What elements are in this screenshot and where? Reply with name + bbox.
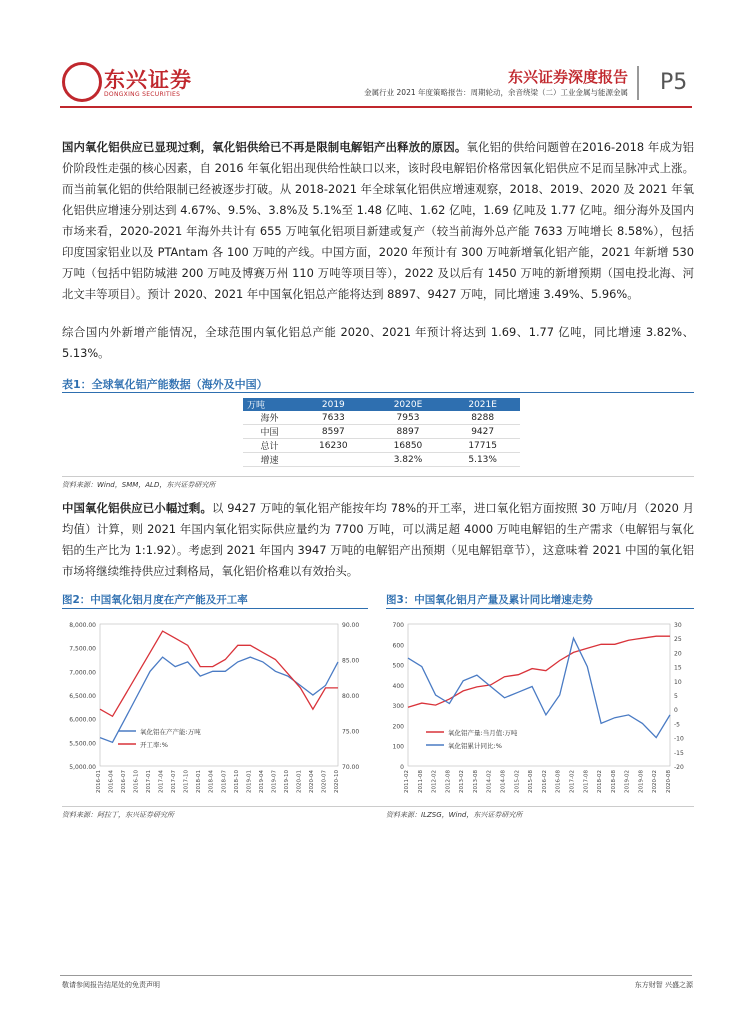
figure-2-title: 图2：中国氧化铝月度在产产能及开工率 xyxy=(62,594,248,606)
x-tick-label: 2019-08 xyxy=(638,770,645,793)
x-tick-label: 2018-08 xyxy=(610,770,617,793)
x-tick-label: 2011-02 xyxy=(404,770,410,793)
x-tick-label: 2013-08 xyxy=(472,770,479,793)
report-subtitle: 金属行业 2021 年度策略报告：周期轮动，余音绕梁（二）工业金属与能源金属 xyxy=(364,88,628,97)
paragraph-2: 综合国内外新增产能情况，全球范围内氧化铝总产能 2020、2021 年预计将达到 1.69、1.77 亿吨，同比增速 3.82%、5.13%。 xyxy=(62,325,694,360)
y-left-tick-label: 500 xyxy=(392,662,404,670)
y-left-tick-label: 7,000.00 xyxy=(69,669,96,677)
y-left-tick-label: 200 xyxy=(392,723,404,731)
table-title-rule xyxy=(62,392,694,393)
footer-slogan: 东方财智 兴盛之源 xyxy=(634,981,693,989)
table-source-rule xyxy=(62,476,694,477)
logo-icon xyxy=(62,62,102,102)
header-rule xyxy=(60,106,692,108)
legend-label: 氧化铝累计同比:% xyxy=(448,742,502,750)
series-line xyxy=(100,657,338,742)
table-cell: 增速 xyxy=(243,453,296,467)
figure-3-title-rule xyxy=(386,608,694,609)
x-tick-label: 2017-01 xyxy=(146,770,153,793)
y-right-tick-label: -10 xyxy=(674,735,684,743)
x-tick-label: 2013-02 xyxy=(459,770,466,793)
y-left-tick-label: 8,000.00 xyxy=(69,622,96,629)
y-left-tick-label: 300 xyxy=(392,703,404,711)
x-tick-label: 2016-04 xyxy=(108,770,115,793)
x-tick-label: 2020-01 xyxy=(296,770,303,793)
x-tick-label: 2016-10 xyxy=(133,770,140,793)
x-tick-label: 2019-04 xyxy=(258,770,265,793)
y-right-tick-label: 75.00 xyxy=(342,728,360,736)
x-tick-label: 2020-10 xyxy=(334,770,340,793)
y-left-tick-label: 0 xyxy=(400,764,404,771)
chart-alumina-capacity xyxy=(62,614,368,804)
x-tick-label: 2012-02 xyxy=(431,770,438,793)
table-cell: 8597 xyxy=(296,425,371,439)
table-row xyxy=(243,439,520,453)
legend-label: 开工率:% xyxy=(140,741,168,749)
y-right-tick-label: 90.00 xyxy=(342,622,360,629)
y-right-tick-label: 15 xyxy=(674,664,682,672)
footer-rule xyxy=(60,975,692,976)
x-tick-label: 2016-02 xyxy=(541,770,548,793)
table-header-cell: 万吨 xyxy=(243,398,296,411)
y-right-tick-label: 80.00 xyxy=(342,693,360,700)
x-tick-label: 2012-08 xyxy=(445,770,452,793)
y-left-tick-label: 7,500.00 xyxy=(69,645,96,653)
x-tick-label: 2020-07 xyxy=(321,770,328,793)
x-tick-label: 2019-10 xyxy=(283,770,290,793)
y-right-tick-label: -15 xyxy=(674,749,684,757)
legend-label: 氧化铝产量:当月值:万吨 xyxy=(448,729,518,737)
header-divider xyxy=(637,66,639,100)
x-tick-label: 2018-07 xyxy=(221,770,228,793)
table-cell: 16850 xyxy=(371,439,446,453)
x-tick-label: 2017-07 xyxy=(171,770,178,793)
paragraph-3 xyxy=(62,498,694,582)
y-left-tick-label: 100 xyxy=(392,743,404,751)
y-left-tick-label: 6,500.00 xyxy=(69,693,96,700)
table-header-cell: 2020E xyxy=(371,398,446,411)
table-cell: 7633 xyxy=(296,411,371,425)
x-tick-label: 2018-02 xyxy=(597,770,604,793)
y-left-tick-label: 5,500.00 xyxy=(69,740,96,748)
y-left-tick-label: 600 xyxy=(392,642,404,650)
table-cell: 5.13% xyxy=(445,453,520,467)
y-right-tick-label: 10 xyxy=(674,678,682,686)
figure-2-source: 资料来源：阿拉丁，东兴证券研究所 xyxy=(62,811,174,819)
table-header-cell: 2019 xyxy=(296,398,371,411)
series-line xyxy=(408,636,670,707)
table-cell: 总计 xyxy=(243,439,296,453)
table-cell: 8897 xyxy=(371,425,446,439)
table-cell: 海外 xyxy=(243,411,296,425)
x-tick-label: 2016-07 xyxy=(121,770,128,793)
x-tick-label: 2015-08 xyxy=(528,770,535,793)
page-number: P5 xyxy=(660,70,688,95)
chart-alumina-output xyxy=(386,614,694,804)
logo-text: 东兴证券 xyxy=(104,68,192,92)
table-row xyxy=(243,411,520,425)
y-right-tick-label: -20 xyxy=(674,764,684,771)
x-tick-label: 2016-01 xyxy=(96,770,102,793)
paragraph-1-lead: 国内氧化铝供应已显现过剩，氧化铝供给已不再是限制电解铝产出释放的原因。 xyxy=(62,140,467,154)
y-right-tick-label: 25 xyxy=(674,636,682,644)
x-tick-label: 2017-10 xyxy=(183,770,190,793)
capacity-table xyxy=(243,398,520,467)
x-tick-label: 2019-01 xyxy=(246,770,253,793)
x-tick-label: 2019-07 xyxy=(271,770,278,793)
table-header-cell: 2021E xyxy=(445,398,520,411)
figure-2-title-rule xyxy=(62,608,368,609)
x-tick-label: 2017-04 xyxy=(158,770,165,793)
table-cell: 9427 xyxy=(445,425,520,439)
series-line xyxy=(408,638,670,737)
table-cell: 16230 xyxy=(296,439,371,453)
x-tick-label: 2011-08 xyxy=(417,770,424,793)
paragraph-3-lead: 中国氧化铝供应已小幅过剩。 xyxy=(62,501,212,515)
x-tick-label: 2015-02 xyxy=(514,770,521,793)
table-row xyxy=(243,425,520,439)
x-tick-label: 2020-02 xyxy=(652,770,659,793)
x-tick-label: 2020-08 xyxy=(666,770,672,793)
table-cell: 8288 xyxy=(445,411,520,425)
y-left-tick-label: 400 xyxy=(392,682,404,690)
x-tick-label: 2019-02 xyxy=(624,770,631,793)
x-tick-label: 2017-02 xyxy=(569,770,576,793)
paragraph-1 xyxy=(62,137,694,305)
figure-source-rule xyxy=(62,806,694,807)
table-cell: 中国 xyxy=(243,425,296,439)
table-cell xyxy=(296,453,371,467)
table-header-row xyxy=(243,398,520,411)
logo-subtext: DONGXING SECURITIES xyxy=(104,91,181,98)
x-tick-label: 2016-08 xyxy=(555,770,562,793)
table-cell: 7953 xyxy=(371,411,446,425)
paragraph-3-body: 以 9427 万吨的氧化铝产能按年均 78%的开工率，进口氧化铝方面按照 30 万吨/月（2020 月均值）计算，则 2021 年国内氧化铝实际供应量约为 7700 万吨，可以满足超 4000 万吨电解铝的生产需求（电解铝与氧化铝的生产比为 1:1.92）。考虑到 2021 年国内 3947 万吨的电解铝产出预期（见电解铝章节），这意味着 2021 中国的氧化铝市场将继续维持供应过剩格局，氧化铝价格难以有效抬头。 xyxy=(62,501,694,578)
table-cell: 3.82% xyxy=(371,453,446,467)
table-title: 表1：全球氧化铝产能数据（海外及中国） xyxy=(62,378,268,391)
y-right-tick-label: -5 xyxy=(674,721,680,729)
paragraph-1-body: 氧化铝的供给问题曾在2016-2018 年成为铝价阶段性走强的核心因素，自 2016 年氧化铝出现供给性缺口以来，该时段电解铝价格常因氧化铝供应不足而呈脉冲式上涨。而当前氧化铝的供给限制已经被逐步打破。从 2018-2021 年全球氧化铝供应增速观察，2018、2019、2020 及 2021 年氧化铝供应增速分别达到 4.67%、9.5%、3.8%及 5.1%至 1.48 亿吨、1.62 亿吨，1.69 亿吨及 1.77 亿吨。细分海外及国内市场来看，2020-2021 年海外共计有 655 万吨氧化铝项目新建或复产（较当前海外总产能 7633 万吨增长 8.58%），包括印度国家铝业以及 PTAntam 各 100 万吨的产线。中国方面，2020 年预计有 300 万吨新增氧化铝产能，2021 年新增 530 万吨（包括中铝防城港 200 万吨及博赛万州 110 万吨等项目等），2022 及以后有 1450 万吨的新增预期（国电投北海、河北文丰等项目）。预计 2020、2021 年中国氧化铝总产能将达到 8897、9427 万吨，同比增速 3.49%、5.96%。 xyxy=(62,140,694,301)
report-type: 东兴证券深度报告 xyxy=(507,68,628,86)
y-right-tick-label: 30 xyxy=(674,622,682,629)
x-tick-label: 2014-02 xyxy=(486,770,493,793)
table-row xyxy=(243,453,520,467)
x-tick-label: 2017-08 xyxy=(583,770,590,793)
footer-disclaimer: 敬请参阅报告结尾处的免责声明 xyxy=(62,981,160,989)
figure-3-source: 资料来源：ILZSG，Wind，东兴证券研究所 xyxy=(386,811,523,819)
figure-3-title: 图3：中国氧化铝月产量及累计同比增速走势 xyxy=(386,594,593,606)
y-right-tick-label: 0 xyxy=(674,707,678,715)
x-tick-label: 2020-04 xyxy=(308,770,315,793)
y-right-tick-label: 85.00 xyxy=(342,657,360,665)
y-left-tick-label: 6,000.00 xyxy=(69,716,96,724)
x-tick-label: 2018-04 xyxy=(208,770,215,793)
x-tick-label: 2018-01 xyxy=(196,770,203,793)
y-right-tick-label: 70.00 xyxy=(342,764,360,771)
y-left-tick-label: 700 xyxy=(392,622,404,629)
y-left-tick-label: 5,000.00 xyxy=(69,764,96,771)
table-cell: 17715 xyxy=(445,439,520,453)
y-right-tick-label: 20 xyxy=(674,650,682,658)
table-source: 资料来源：Wind，SMM，ALD，东兴证券研究所 xyxy=(62,481,216,489)
legend-label: 氧化铝在产产能:万吨 xyxy=(140,728,201,736)
y-right-tick-label: 5 xyxy=(674,693,678,700)
x-tick-label: 2014-08 xyxy=(500,770,507,793)
series-line xyxy=(100,631,338,716)
x-tick-label: 2018-10 xyxy=(233,770,240,793)
